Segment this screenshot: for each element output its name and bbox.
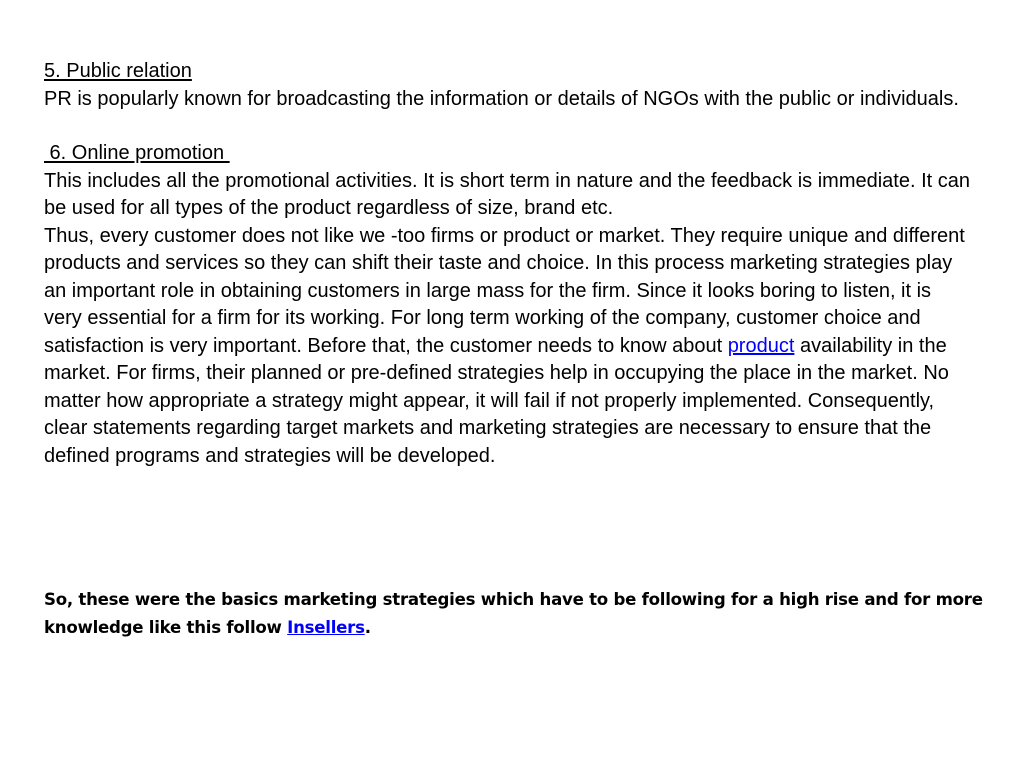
closing-text-before: So, these were the basics marketing strategies which have to be following for a high rise and for more knowledge like this follow [44,590,983,637]
slide-content [44,58,974,470]
section-5-body: PR is popularly known for broadcasting the information or details of NGOs with the public or individuals. [44,87,959,110]
conclusion-text-after: availability in the market. For firms, their planned or pre-defined strategies help in occupying the place in the market. No matter how appropriate a strategy might appear, it will fail if not properly implemented. Consequently, clear statements regarding target markets and marketing strategies are necessary to ensure that the defined programs and strategies will be developed. [44,334,949,467]
closing-statement [44,586,984,642]
spacer [44,113,974,140]
conclusion-text-before: Thus, every customer does not like we -too firms or product or market. They require unique and different products and services so they can shift their taste and choice. In this process marketing strategies play an important role in obtaining customers in large mass for the firm. Since it looks boring to listen, it is very essential for a firm for its working. For long term working of the company, customer choice and satisfaction is very important. Before that, the customer needs to know about [44,224,965,357]
section-6-body: This includes all the promotional activities. It is short term in nature and the feedback is immediate. It can be used for all types of the product regardless of size, brand etc. [44,169,970,219]
section-5-heading: 5. Public relation [44,60,192,82]
insellers-link[interactable]: Insellers [287,618,365,637]
section-6-heading: 6. Online promotion [44,142,230,164]
conclusion-paragraph [44,223,974,471]
product-link[interactable]: product [727,334,795,357]
closing-text-after: . [364,618,371,637]
